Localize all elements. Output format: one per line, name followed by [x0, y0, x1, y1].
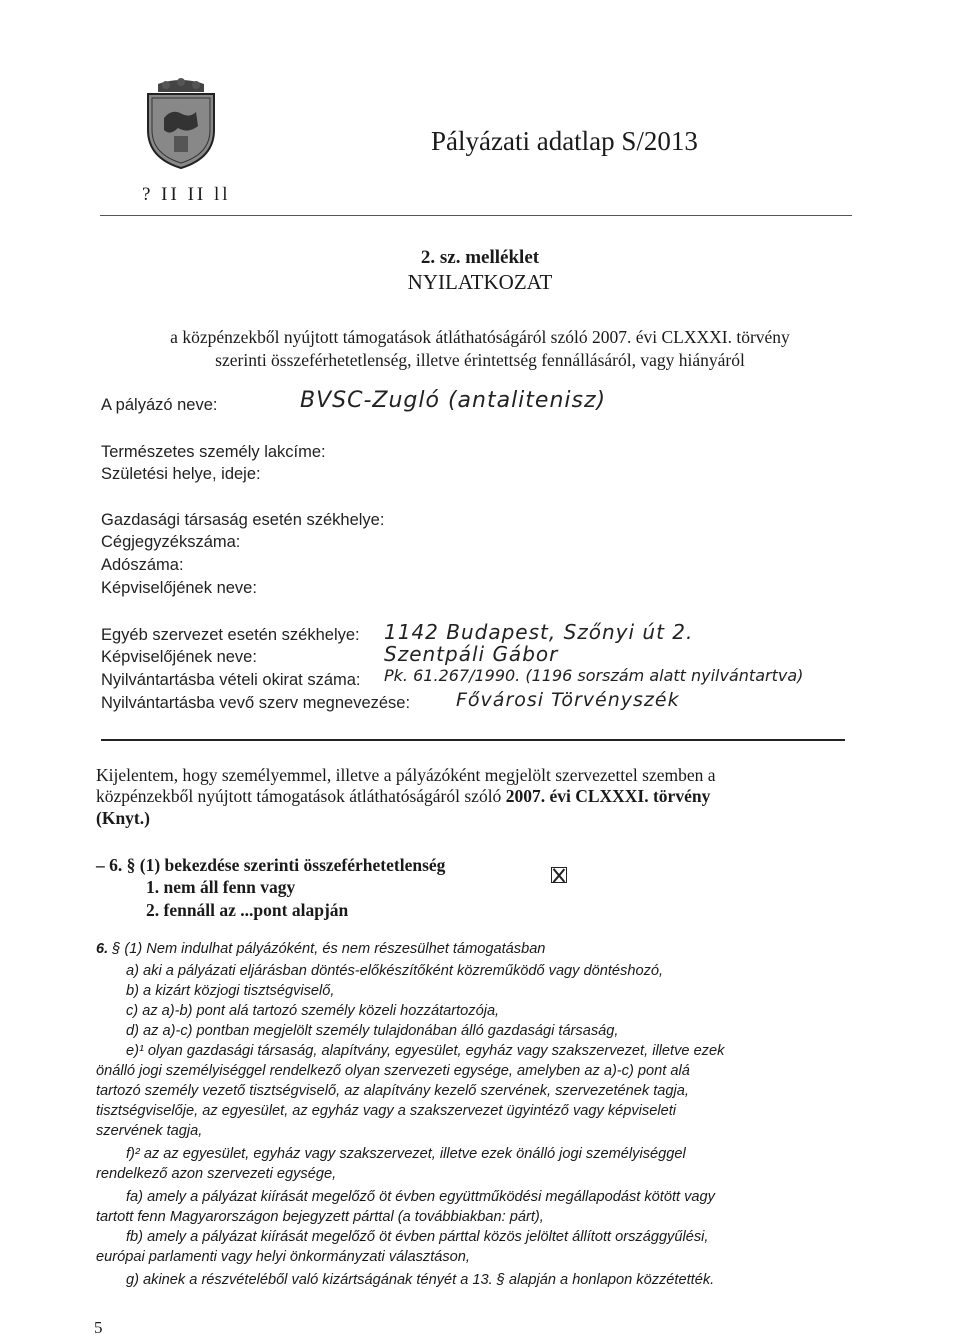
declaration-law-name: 2007. évi CLXXXI. törvény: [505, 786, 711, 806]
option-not-applicable-checkbox[interactable]: [551, 867, 567, 883]
law-point-d: d) az a)-c) pontban megjelölt személy tulajdonában álló gazdasági társaság,: [126, 1023, 619, 1039]
header-divider: [100, 215, 852, 216]
org-rep-label: Képviselőjének neve:: [101, 648, 257, 666]
law-intro-text: § (1) Nem indulhat pályázóként, és nem részesülhet támogatásban: [112, 941, 546, 957]
coat-of-arms-icon: [138, 78, 224, 170]
law-intro: [96, 941, 545, 957]
annex-label: 2. sz. melléklet: [420, 247, 540, 268]
reg-body-label: Nyilvántartásba vevő szerv megnevezése:: [101, 694, 411, 712]
law-point-c: c) az a)-b) pont alá tartozó személy közeli hozzátartozója,: [126, 1003, 500, 1019]
form-title: Pályázati adatlap S/2013: [431, 126, 698, 156]
address-label: Természetes személy lakcíme:: [101, 443, 326, 461]
law-point-fb-2: európai parlamenti vagy helyi önkormányzati választáson,: [96, 1249, 470, 1265]
company-rep-label: Képviselőjének neve:: [101, 579, 257, 597]
law-point-g: g) akinek a részvételéből való kizártságának tényét a 13. § alapján a honlapon közzétették.: [126, 1272, 715, 1288]
document-heading: NYILATKOZAT: [407, 270, 553, 294]
declaration-line-2: [96, 786, 710, 807]
declaration-line-2-text: közpénzekből nyújtott támogatások átláthatóságáról szóló: [96, 786, 502, 806]
option-not-applicable: 1. nem áll fenn vagy: [146, 877, 296, 897]
applicant-name-label: A pályázó neve:: [101, 396, 218, 414]
law-point-f-1: f)² az az egyesület, egyház vagy szakszervezet, illetve ezek önálló jogi személyiséggel: [126, 1146, 686, 1162]
page-number: 5: [94, 1318, 103, 1337]
option-applicable: 2. fennáll az ...pont alapján: [146, 900, 349, 920]
law-point-b: b) a kizárt közjogi tisztségviselő,: [126, 983, 335, 999]
law-point-fb-1: fb) amely a pályázat kiírását megelőző öt évben párttal közös jelöltet állított országgyűlési,: [126, 1229, 709, 1245]
company-reg-label: Cégjegyzékszáma:: [101, 533, 241, 551]
section-title: – 6. § (1) bekezdése szerinti összeférhetetlenség: [96, 855, 446, 875]
law-point-e-1: e)¹ olyan gazdasági társaság, alapítvány, egyesület, egyház vagy szakszervezet, illetve ezek: [126, 1043, 725, 1059]
law-point-fa-1: fa) amely a pályázat kiírását megelőző öt évben együttműködési megállapodást kötött vagy: [126, 1189, 715, 1205]
subtitle-line-2: szerinti összeférhetetlenség, illetve érintettség fennállásáról, vagy hiányáról: [215, 350, 745, 370]
birth-label: Születési helye, ideje:: [101, 465, 261, 483]
crest-caption: ? II II ll: [142, 184, 231, 205]
law-point-f-2: rendelkező azon szervezeti egysége,: [96, 1166, 337, 1182]
law-point-e-3: tartozó személy vezető tisztségviselő, az alapítvány kezelő szervének, szervezetének tagja,: [96, 1083, 689, 1099]
declaration-abbrev: (Knyt.): [96, 808, 150, 828]
law-point-e-5: szervének tagja,: [96, 1123, 203, 1139]
subtitle-line-1: a közpénzekből nyújtott támogatások átláthatóságáról szóló 2007. évi CLXXXI. törvény: [170, 327, 790, 347]
company-seat-label: Gazdasági társaság esetén székhelye:: [101, 511, 385, 529]
reg-doc-label: Nyilvántartásba vételi okirat száma:: [101, 671, 361, 689]
law-section-number: 6.: [96, 941, 109, 957]
section-divider: [101, 739, 845, 741]
law-point-fa-2: tartott fenn Magyarországon bejegyzett párttal (a továbbiakban: párt),: [96, 1209, 544, 1225]
org-seat-value: 1142 Budapest, Szőnyi út 2.: [384, 620, 694, 644]
law-point-a: a) aki a pályázati eljárásban döntés-előkészítőként közreműködő vagy döntéshozó,: [126, 963, 664, 979]
law-point-e-2: önálló jogi személyiséggel rendelkező olyan szervezeti egysége, amelyben az a)-c) pont alá: [96, 1063, 690, 1079]
org-seat-label: Egyéb szervezet esetén székhelye:: [101, 626, 360, 644]
reg-doc-value: Pk. 61.267/1990. (1196 sorszám alatt nyilvántartva): [384, 666, 804, 685]
law-point-e-4: tisztségviselője, az egyesület, az egyház vagy a szakszervezet ügyintéző vagy képviseleti: [96, 1103, 676, 1119]
declaration-line-1: Kijelentem, hogy személyemmel, illetve a pályázóként megjelölt szervezettel szemben a: [96, 765, 716, 785]
tax-number-label: Adószáma:: [101, 556, 184, 574]
applicant-name-value: BVSC-Zugló (antalitenisz): [300, 388, 607, 413]
reg-body-value: Fővárosi Törvényszék: [456, 689, 680, 711]
org-rep-value: Szentpáli Gábor: [384, 642, 559, 666]
